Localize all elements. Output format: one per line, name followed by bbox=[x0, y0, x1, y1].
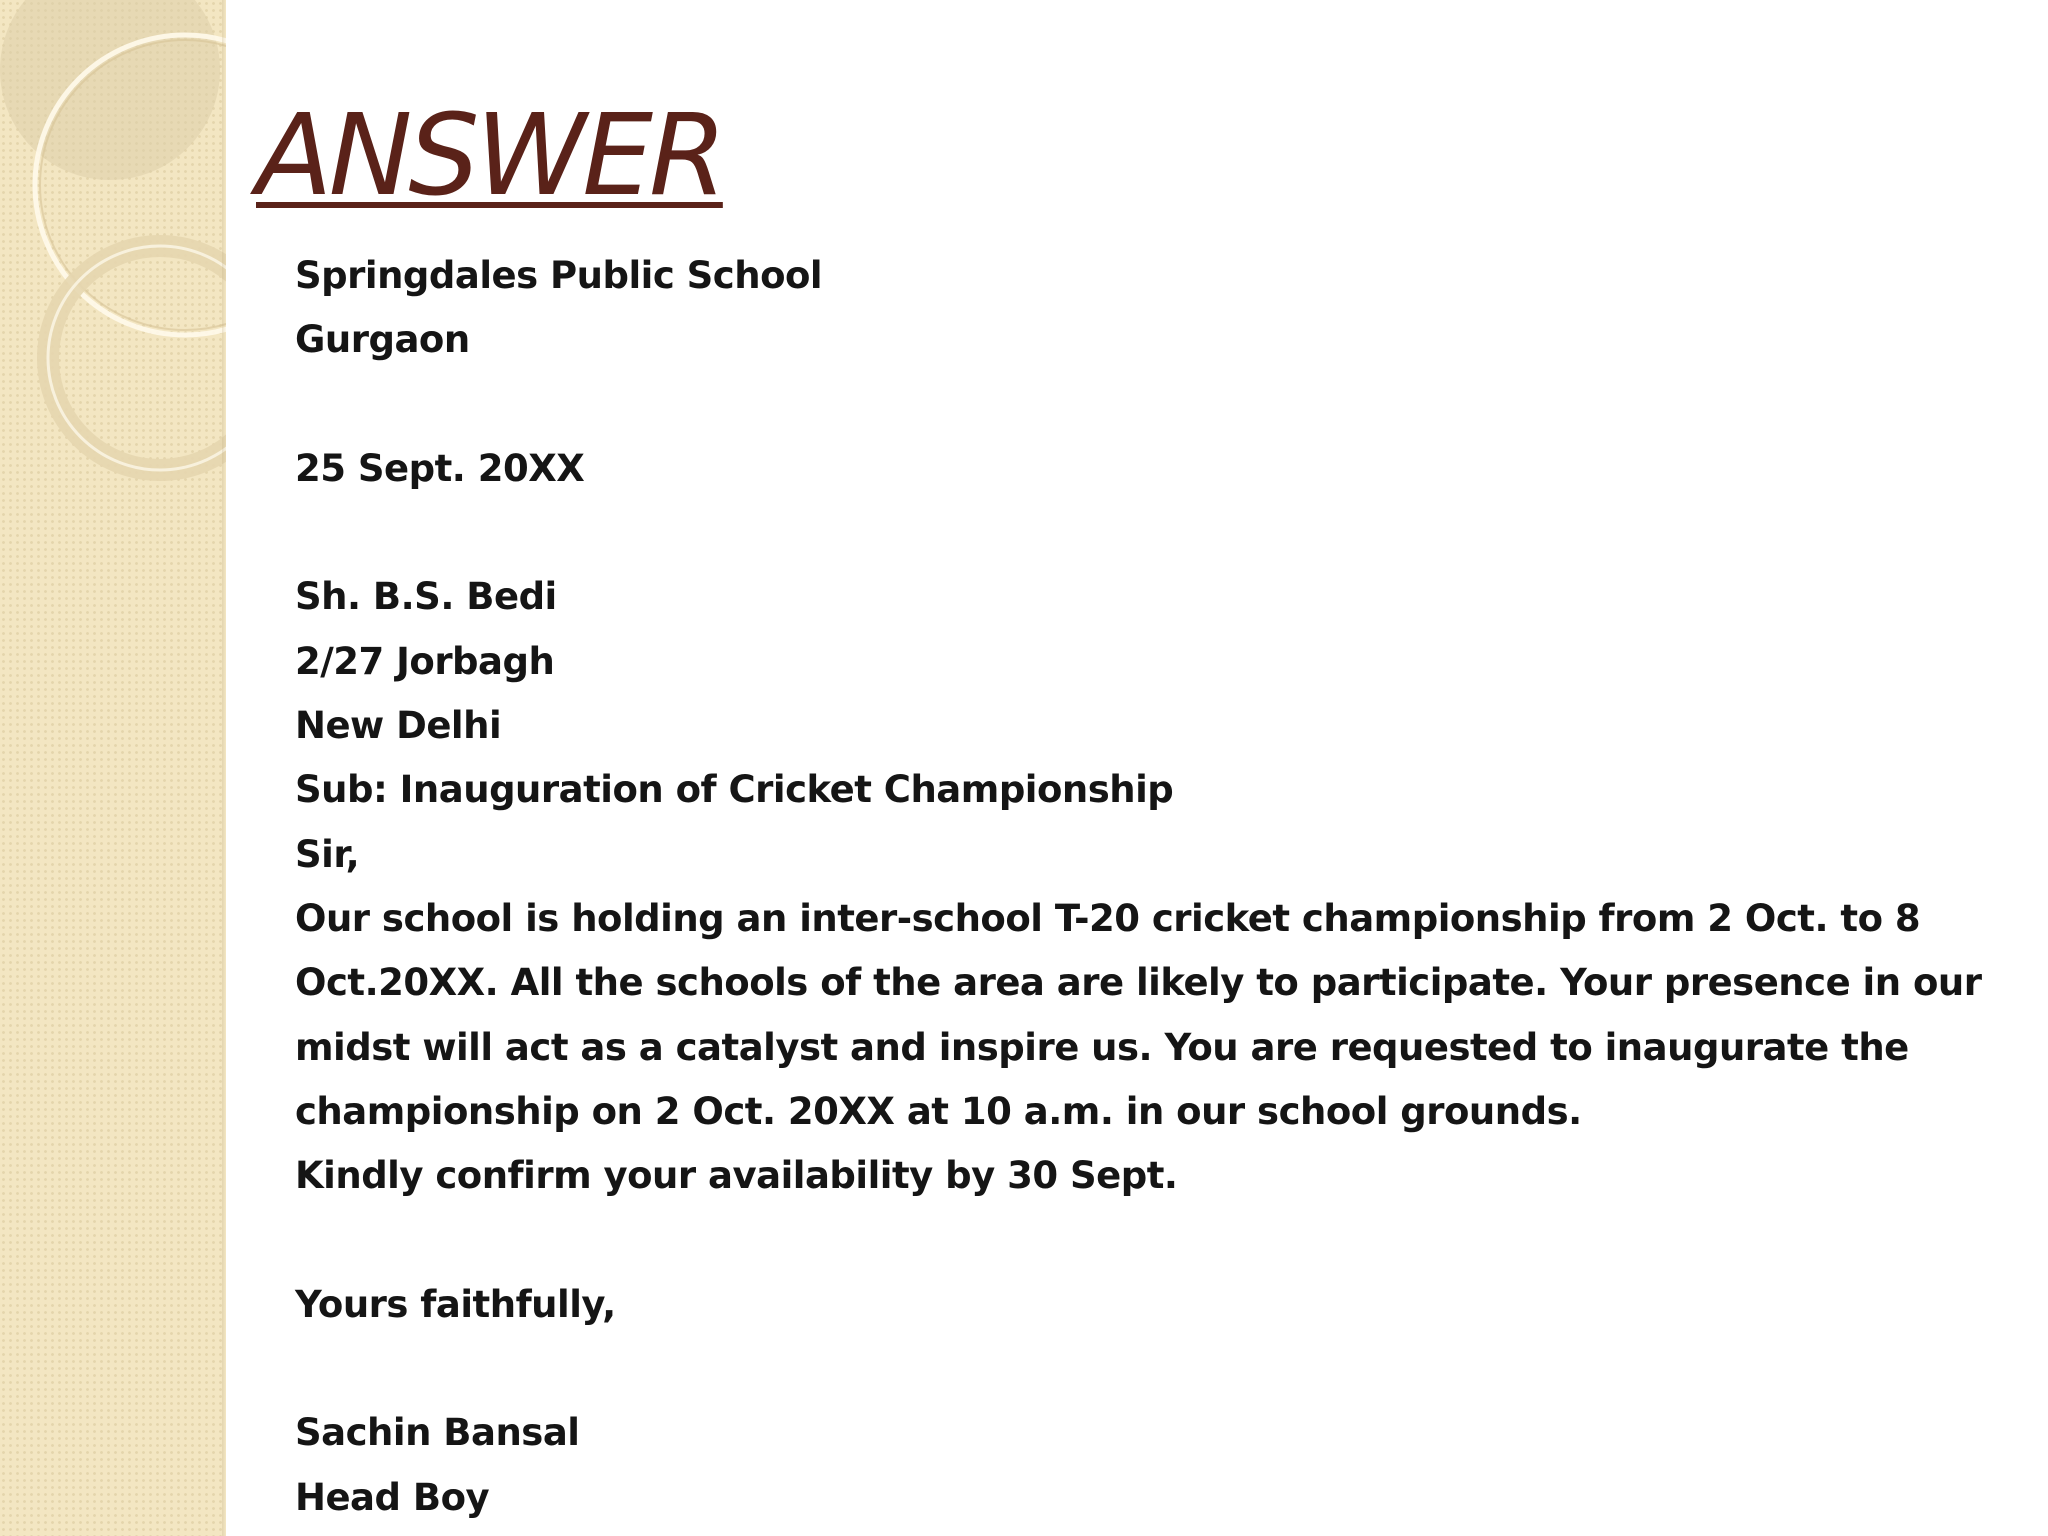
closing: Yours faithfully, bbox=[295, 1282, 616, 1326]
decorative-side-panel bbox=[0, 0, 226, 1536]
body-line: Oct.20XX. All the schools of the area are likely to participate. Your presence in our bbox=[295, 961, 1982, 1005]
sender-city: Gurgaon bbox=[295, 318, 470, 362]
letter-body bbox=[295, 244, 1982, 1530]
recipient-street: 2/27 Jorbagh bbox=[295, 639, 555, 683]
signatory-name: Sachin Bansal bbox=[295, 1411, 580, 1455]
ring-shade-top bbox=[0, 0, 220, 180]
salutation: Sir, bbox=[295, 832, 360, 876]
decorative-rings bbox=[0, 0, 226, 520]
sender-name: Springdales Public School bbox=[295, 254, 823, 297]
signatory-title: Head Boy bbox=[295, 1475, 490, 1519]
spacer bbox=[295, 1208, 1935, 1272]
letter-subject: Sub: Inauguration of Cricket Championship bbox=[295, 768, 1174, 812]
confirmation-request: Kindly confirm your availability by 30 Sept. bbox=[295, 1154, 1178, 1198]
recipient-name: Sh. B.S. Bedi bbox=[295, 575, 557, 619]
spacer bbox=[295, 373, 1935, 437]
body-line: Our school is holding an inter-school T-20 cricket championship from 2 Oct. to 8 bbox=[295, 896, 1921, 940]
spacer bbox=[295, 501, 1935, 565]
recipient-city: New Delhi bbox=[295, 704, 502, 748]
ring-small bbox=[48, 246, 226, 470]
spacer bbox=[295, 1337, 1935, 1401]
body-line: championship on 2 Oct. 20XX at 10 a.m. in our school grounds. bbox=[295, 1089, 1582, 1133]
body-line: midst will act as a catalyst and inspire us. You are requested to inaugurate the bbox=[295, 1025, 1909, 1069]
slide-title: ANSWER bbox=[256, 91, 723, 221]
letter-date: 25 Sept. 20XX bbox=[295, 446, 585, 490]
